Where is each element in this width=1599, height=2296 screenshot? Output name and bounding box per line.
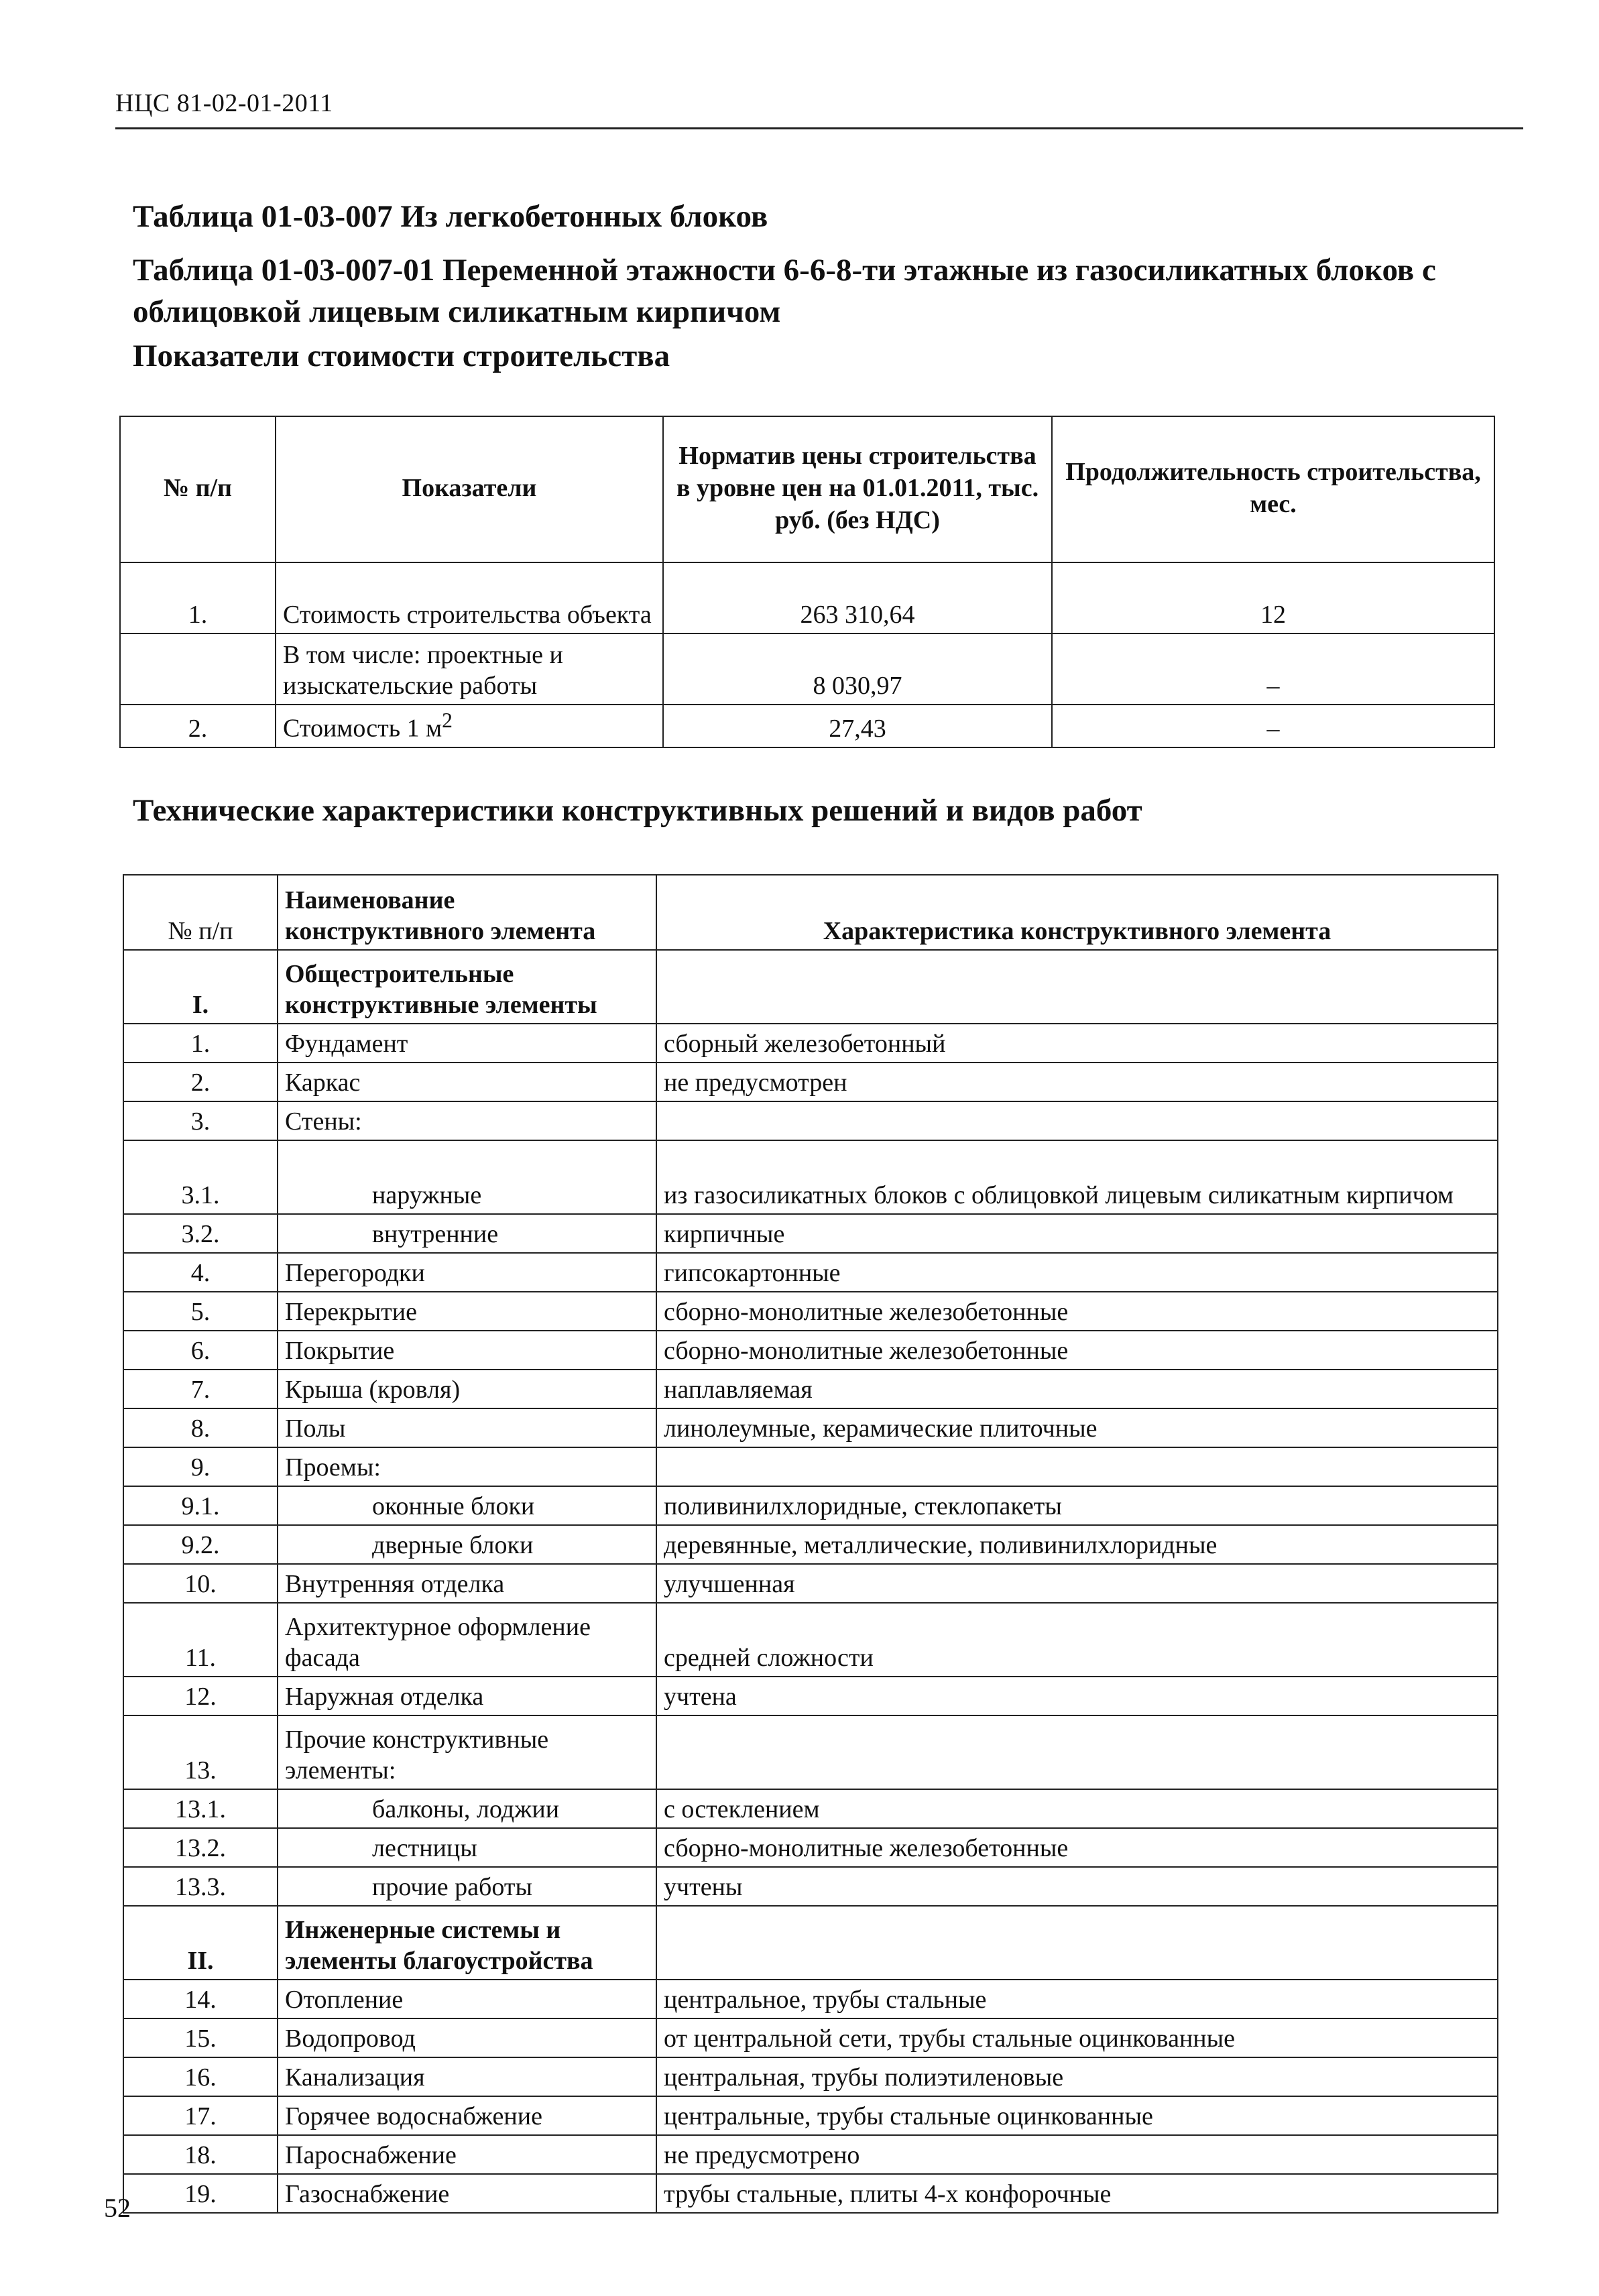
table-row (123, 2174, 1498, 2213)
cell-num: 8. (123, 1408, 278, 1447)
tech-table-header (123, 875, 1498, 950)
cell-char: учтена (656, 1677, 1498, 1715)
table-row (123, 1789, 1498, 1828)
cell-num: 13.1. (123, 1789, 278, 1828)
cell-name: балконы, лоджии (278, 1789, 656, 1828)
cell-value: 263 310,64 (663, 562, 1052, 633)
cell-num: I. (123, 950, 278, 1024)
cell-char: не предусмотрено (656, 2135, 1498, 2174)
cell-name: Пароснабжение (278, 2135, 656, 2174)
cell-char: учтены (656, 1867, 1498, 1906)
cell-name: Стены: (278, 1101, 656, 1140)
cell-duration: 12 (1052, 562, 1494, 633)
cost-table-header (120, 416, 1494, 562)
cell-name: прочие работы (278, 1867, 656, 1906)
cell-char: из газосиликатных блоков с облицовкой лицевым силикатным кирпичом (656, 1140, 1498, 1214)
cell-num: 2. (123, 1063, 278, 1101)
cell-name: Перекрытие (278, 1292, 656, 1331)
table-row (123, 1253, 1498, 1292)
col-header-duration: Продолжительность строительства, мес. (1052, 416, 1494, 562)
cell-indicator: Стоимость строительства объекта (276, 562, 663, 633)
cost-indicators-title: Показатели стоимости строительства (133, 339, 670, 373)
table-row (123, 2135, 1498, 2174)
cell-num: 14. (123, 1980, 278, 2018)
table-title: Таблица 01-03-007 Из легкобетонных блоков (133, 199, 768, 234)
cell-char: с остеклением (656, 1789, 1498, 1828)
cell-num: 9.1. (123, 1486, 278, 1525)
table-row (123, 2096, 1498, 2135)
table-row (123, 1980, 1498, 2018)
cell-num: 3. (123, 1101, 278, 1140)
table-row (123, 1525, 1498, 1564)
cell-num: 6. (123, 1331, 278, 1370)
table-row (123, 1867, 1498, 1906)
cell-char (656, 1447, 1498, 1486)
page-number: 52 (104, 2193, 131, 2223)
table-row (123, 950, 1498, 1024)
section-title: Технические характеристики конструктивных решений и видов работ (133, 793, 1142, 828)
cost-table (119, 416, 1495, 748)
cell-char: наплавляемая (656, 1370, 1498, 1408)
table-row (123, 1370, 1498, 1408)
cell-char: центральное, трубы стальные (656, 1980, 1498, 2018)
table-row (123, 1101, 1498, 1140)
cell-num: 13. (123, 1715, 278, 1789)
cell-num: 7. (123, 1370, 278, 1408)
table-row (123, 1486, 1498, 1525)
cell-char: не предусмотрен (656, 1063, 1498, 1101)
cell-name: внутренние (278, 1214, 656, 1253)
cell-char (656, 950, 1498, 1024)
cell-name: Прочие конструктивные элементы: (278, 1715, 656, 1789)
cell-name: Каркас (278, 1063, 656, 1101)
cell-indicator: В том числе: проектные и изыскательские работы (276, 633, 663, 705)
cell-name: оконные блоки (278, 1486, 656, 1525)
col-header-char: Характеристика конструктивного элемента (656, 875, 1498, 950)
cell-char: центральная, трубы полиэтиленовые (656, 2057, 1498, 2096)
document-code: НЦС 81-02-01-2011 (115, 89, 333, 117)
cell-name: Фундамент (278, 1024, 656, 1063)
tech-table (123, 874, 1498, 2214)
cell-name: Проемы: (278, 1447, 656, 1486)
cell-name: Газоснабжение (278, 2174, 656, 2213)
table-row (123, 1024, 1498, 1063)
table-row (123, 2018, 1498, 2057)
cell-indicator (276, 705, 663, 747)
table-row (123, 1140, 1498, 1214)
cell-duration: – (1052, 633, 1494, 705)
col-header-norm: Норматив цены строительства в уровне цен на 01.01.2011, тыс. руб. (без НДС) (663, 416, 1052, 562)
table-row (123, 1603, 1498, 1677)
cell-char (656, 1906, 1498, 1980)
cell-name: Общестроительные конструктивные элементы (278, 950, 656, 1024)
cell-char: трубы стальные, плиты 4-х конфорочные (656, 2174, 1498, 2213)
cell-duration: – (1052, 705, 1494, 747)
cell-value: 8 030,97 (663, 633, 1052, 705)
cell-name: Архитектурное оформление фасада (278, 1603, 656, 1677)
cell-name: Наружная отделка (278, 1677, 656, 1715)
cell-name: Инженерные системы и элементы благоустройства (278, 1906, 656, 1980)
cell-num: 5. (123, 1292, 278, 1331)
cell-num: 13.2. (123, 1828, 278, 1867)
table-row (123, 1063, 1498, 1101)
cell-name: Горячее водоснабжение (278, 2096, 656, 2135)
cell-char (656, 1101, 1498, 1140)
cell-num: 10. (123, 1564, 278, 1603)
cell-name: Отопление (278, 1980, 656, 2018)
table-row (123, 1564, 1498, 1603)
cell-name: дверные блоки (278, 1525, 656, 1564)
cell-char: поливинилхлоридные, стеклопакеты (656, 1486, 1498, 1525)
table-row (123, 1715, 1498, 1789)
cell-name: Покрытие (278, 1331, 656, 1370)
cell-num: II. (123, 1906, 278, 1980)
cell-num: 1. (123, 1024, 278, 1063)
header-rule (115, 127, 1523, 129)
cell-char: сборно-монолитные железобетонные (656, 1331, 1498, 1370)
cell-num: 11. (123, 1603, 278, 1677)
cell-num: 4. (123, 1253, 278, 1292)
cell-name: Полы (278, 1408, 656, 1447)
cell-char: деревянные, металлические, поливинилхлоридные (656, 1525, 1498, 1564)
cell-char: улучшенная (656, 1564, 1498, 1603)
table-row (123, 1214, 1498, 1253)
cell-name: Водопровод (278, 2018, 656, 2057)
cell-value: 27,43 (663, 705, 1052, 747)
cell-char: линолеумные, керамические плиточные (656, 1408, 1498, 1447)
tech-table-body (123, 950, 1498, 2213)
cell-char: от центральной сети, трубы стальные оцинкованные (656, 2018, 1498, 2057)
table-row (123, 1292, 1498, 1331)
cell-name: Внутренняя отделка (278, 1564, 656, 1603)
cell-name: Канализация (278, 2057, 656, 2096)
table-row (120, 633, 1494, 705)
table-row (123, 1906, 1498, 1980)
cell-char (656, 1715, 1498, 1789)
cell-char: сборный железобетонный (656, 1024, 1498, 1063)
cell-num: 3.1. (123, 1140, 278, 1214)
cell-char: сборно-монолитные железобетонные (656, 1292, 1498, 1331)
cell-num (120, 633, 276, 705)
cell-name: наружные (278, 1140, 656, 1214)
cell-num: 3.2. (123, 1214, 278, 1253)
col-header-name: Наименование конструктивного элемента (278, 875, 656, 950)
cell-name: Перегородки (278, 1253, 656, 1292)
cell-num: 12. (123, 1677, 278, 1715)
cell-char: средней сложности (656, 1603, 1498, 1677)
cell-num: 16. (123, 2057, 278, 2096)
table-row (123, 1447, 1498, 1486)
cell-char: гипсокартонные (656, 1253, 1498, 1292)
table-row (123, 1408, 1498, 1447)
table-row (123, 2057, 1498, 2096)
cell-char: сборно-монолитные железобетонные (656, 1828, 1498, 1867)
col-header-indicator: Показатели (276, 416, 663, 562)
cell-name: Крыша (кровля) (278, 1370, 656, 1408)
cell-num: 19. (123, 2174, 278, 2213)
cell-num: 17. (123, 2096, 278, 2135)
col-header-num: № п/п (120, 416, 276, 562)
indicator-text: Стоимость 1 м (283, 714, 442, 743)
table-row (120, 562, 1494, 633)
col-header-num: № п/п (123, 875, 278, 950)
cell-num: 2. (120, 705, 276, 747)
cell-num: 1. (120, 562, 276, 633)
superscript: 2 (442, 709, 453, 732)
table-row (120, 705, 1494, 747)
table-row (123, 1331, 1498, 1370)
table-row (123, 1828, 1498, 1867)
table-row (123, 1677, 1498, 1715)
cell-char: центральные, трубы стальные оцинкованные (656, 2096, 1498, 2135)
cell-num: 9. (123, 1447, 278, 1486)
cell-num: 9.2. (123, 1525, 278, 1564)
cell-num: 13.3. (123, 1867, 278, 1906)
cell-name: лестницы (278, 1828, 656, 1867)
cell-char: кирпичные (656, 1214, 1498, 1253)
table-subtitle: Таблица 01-03-007-01 Переменной этажности 6-6-8-ти этажные из газосиликатных блоков с облицовкой лицевым силикатным кирпичом (133, 253, 1436, 329)
cell-num: 15. (123, 2018, 278, 2057)
cell-num: 18. (123, 2135, 278, 2174)
